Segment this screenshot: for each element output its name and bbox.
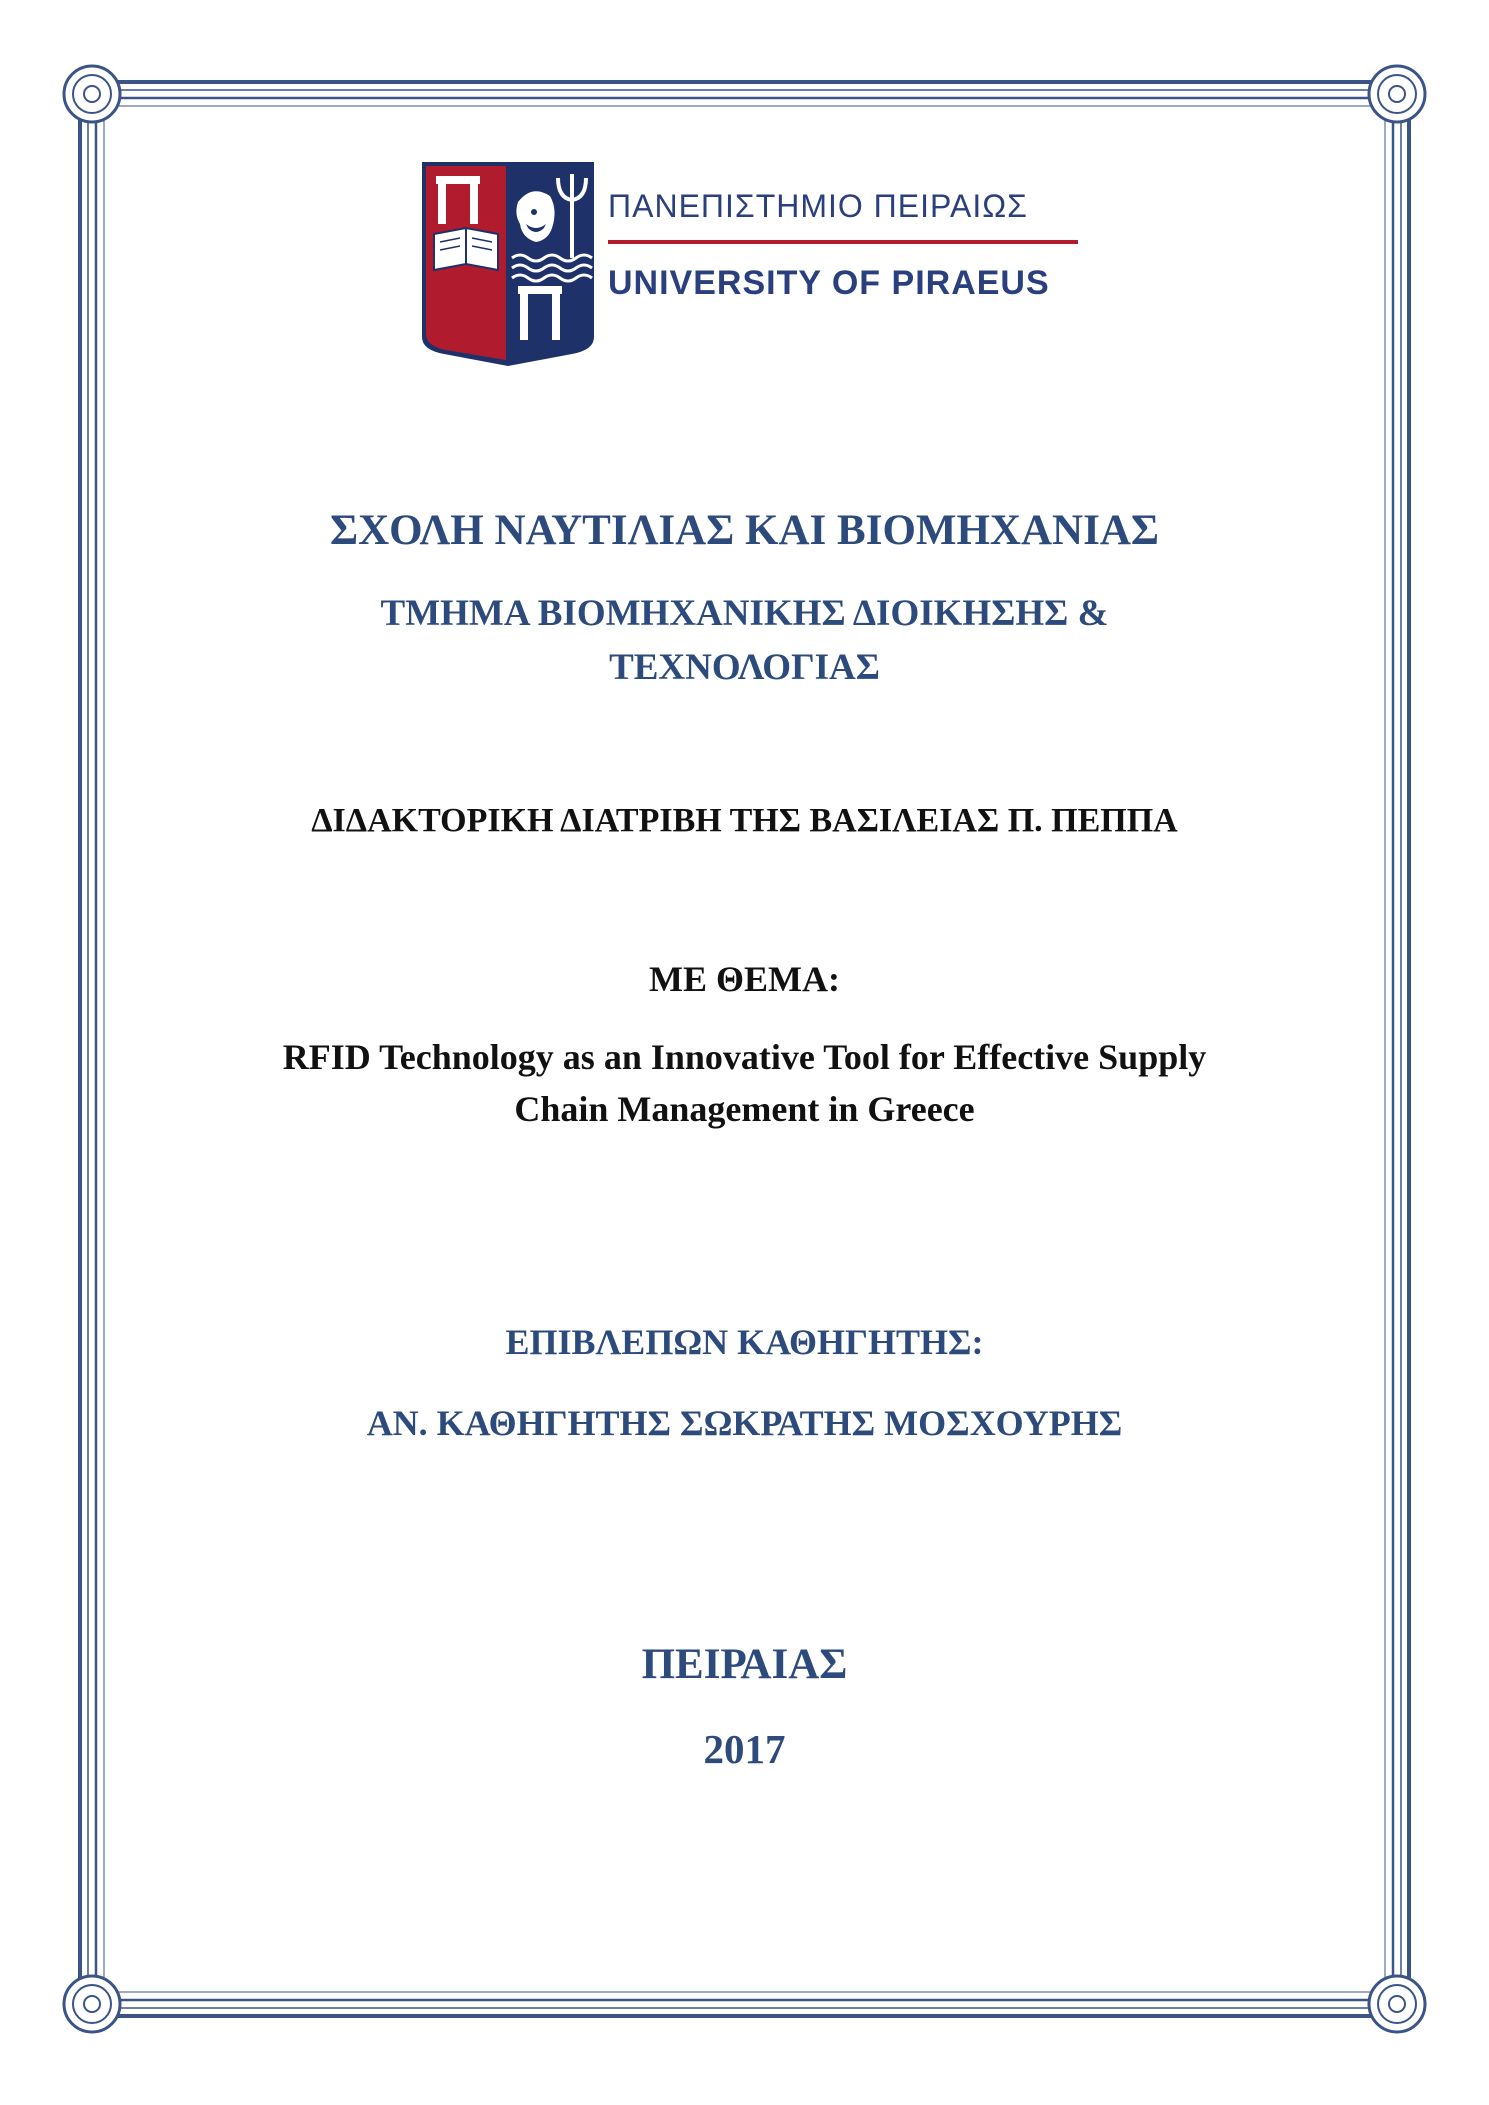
school-heading: ΣΧΟΛΗ ΝΑΥΤΙΛΙΑΣ ΚΑΙ ΒΙΟΜΗΧΑΝΙΑΣ — [330, 507, 1159, 554]
corner-ornament-top-left — [64, 66, 120, 122]
corner-ornament-bottom-left — [64, 1976, 120, 2032]
supervisor-label: ΕΠΙΒΛΕΠΩΝ ΚΑΘΗΓΗΤΗΣ: — [505, 1322, 984, 1362]
supervisor-name: ΑΝ. ΚΑΘΗΓΗΤΗΣ ΣΩΚΡΑΤΗΣ ΜΟΣΧΟΥΡΗΣ — [366, 1403, 1123, 1443]
department-heading-line1: ΤΜΗΜΑ ΒΙΟΜΗΧΑΝΙΚΗΣ ΔΙΟΙΚΗΣΗΣ & — [380, 593, 1109, 634]
corner-ornament-bottom-right — [1369, 1976, 1425, 2032]
department-heading-line2: ΤΕΧΝΟΛΟΓΙΑΣ — [609, 647, 880, 688]
year: 2017 — [703, 1726, 786, 1772]
thesis-title-line2: Chain Management in Greece — [514, 1089, 975, 1129]
corner-ornament-top-right — [1369, 66, 1425, 122]
subject-label: ΜΕ ΘΕΜΑ: — [649, 959, 840, 999]
thesis-title-line1: RFID Technology as an Innovative Tool for Effective Supply — [282, 1037, 1207, 1077]
city: ΠΕΙΡΑΙΑΣ — [641, 1641, 848, 1688]
logo-english-name: UNIVERSITY OF PIRAEUS — [608, 264, 1050, 302]
logo-greek-name: ΠΑΝΕΠΙΣΤΗΜΙΟ ΠΕΙΡΑΙΩΣ — [608, 188, 1028, 224]
thesis-author-line: ΔΙΔΑΚΤΟΡΙΚΗ ΔΙΑΤΡΙΒΗ ΤΗΣ ΒΑΣΙΛΕΙΑΣ Π. ΠΕΠΠΑ — [311, 802, 1178, 839]
logo-divider — [608, 240, 1078, 244]
